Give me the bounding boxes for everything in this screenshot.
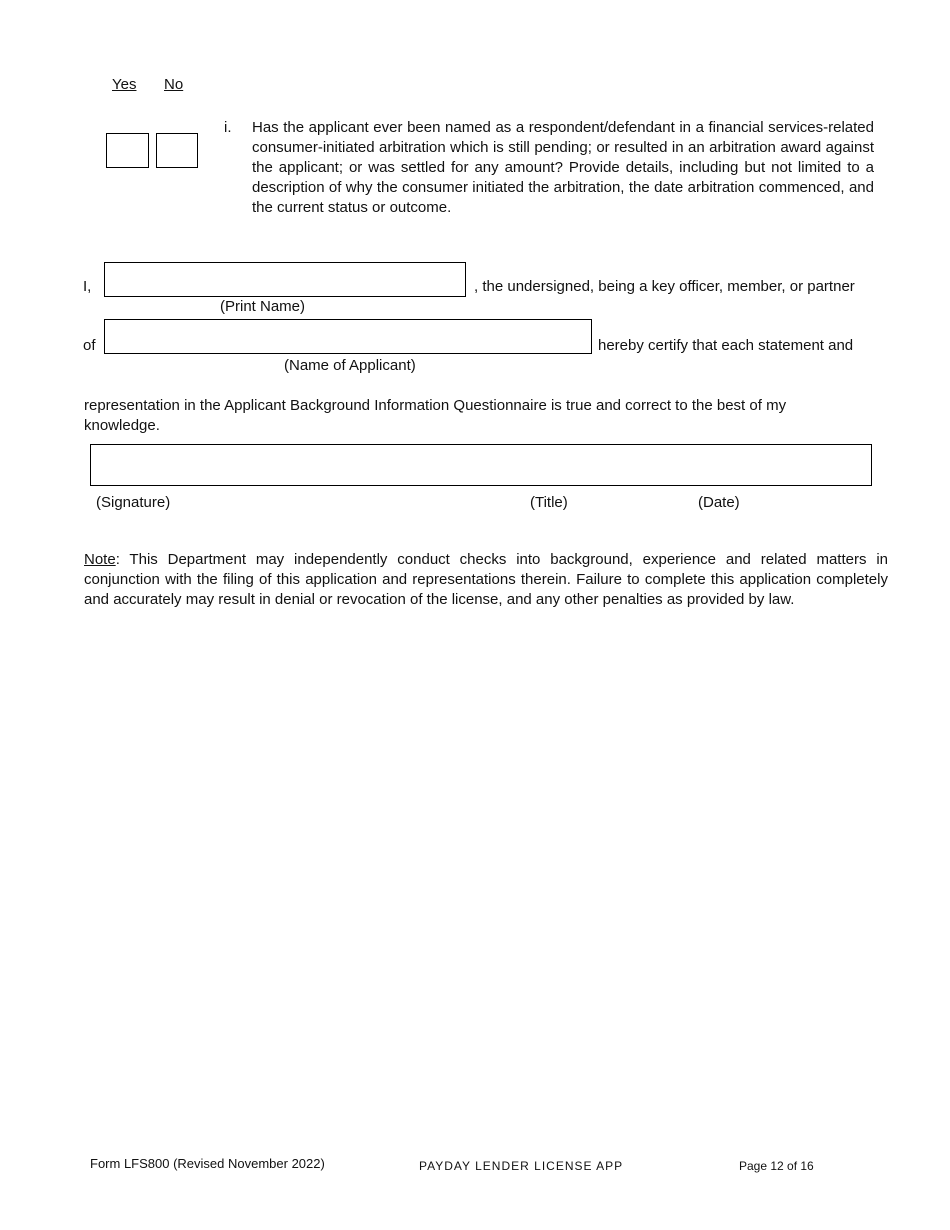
cert-continuation: representation in the Applicant Background Information Questionnaire is true and correct to the best of my knowledge. [84, 397, 787, 434]
footer-page: Page 12 of 16 [739, 1159, 814, 1173]
applicant-name-input[interactable] [104, 319, 592, 354]
note-text: : This Department may independently conduct checks into background, experience and related matters in conjunction with the filing of this application and representations therein. Failure to complete this application completely and accurately may result in denial or revocation of the license, and any other penalties as provided by law. [84, 551, 888, 608]
cert-after-applicant: hereby certify that each statement and [598, 337, 854, 354]
signature-input[interactable] [90, 444, 872, 486]
cert-after-name: , the undersigned, being a key officer, member, or partner [474, 278, 855, 295]
no-header: No [164, 76, 184, 93]
question-text: Has the applicant ever been named as a respondent/defendant in a financial services-related consumer-initiated arbitration which is still pending; or resulted in an arbitration award against the applicant; or was settled for any amount? Provide details, including but not limited to a description of why the consumer initiated the arbitration, the date arbitration commenced, and the current status or outcome. [252, 119, 874, 216]
footer-title: PAYDAY LENDER LICENSE APP [419, 1159, 624, 1173]
cert-prefix-of: of [83, 337, 96, 354]
note-paragraph [84, 550, 888, 610]
note-label: Note [84, 551, 116, 568]
yes-checkbox[interactable] [106, 133, 149, 168]
applicant-caption: (Name of Applicant) [284, 357, 416, 374]
question-number: i. [224, 119, 232, 136]
footer-form: Form LFS800 (Revised November 2022) [90, 1156, 325, 1171]
print-name-input[interactable] [104, 262, 466, 297]
no-checkbox[interactable] [156, 133, 198, 168]
print-name-caption: (Print Name) [220, 298, 306, 315]
yes-header: Yes [112, 76, 137, 93]
date-caption: (Date) [698, 494, 740, 511]
title-caption: (Title) [530, 494, 568, 511]
signature-caption: (Signature) [96, 494, 171, 511]
cert-prefix-i: I, [83, 278, 92, 295]
